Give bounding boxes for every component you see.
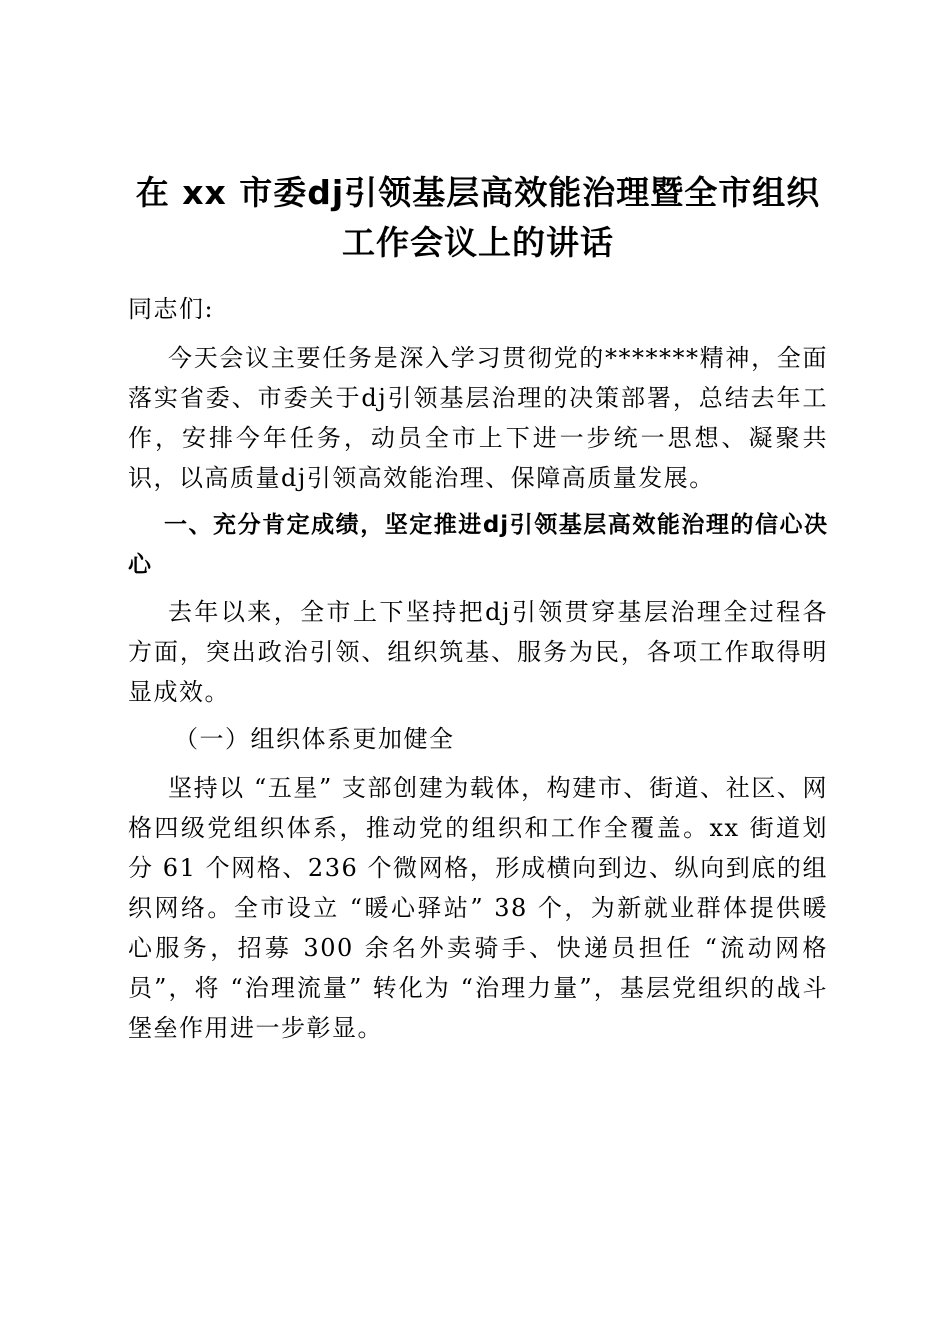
section-heading: 一、充分肯定成绩，坚定推进dj引领基层高效能治理的信心决心 — [128, 512, 828, 578]
salutation: 同志们: — [128, 295, 215, 323]
subsection-paragraph: 坚持以 “五星” 支部创建为载体，构建市、街道、社区、网格四级党组织体系，推动党的组织和工作全覆盖。xx 街道划分 61 个网格、236 个微网格，形成横向到边、纵向到底的组织网络。全市设立 “暖心驿站” 38 个，为新就业群体提供暖心服务，招募 300 余名外卖骑手、快递员担任 “流动网格员”，将 “治理流量” 转化为 “治理力量”，基层党组织的战斗堡垒作用进一步彰显。 — [128, 774, 828, 1042]
section-paragraph: 去年以来，全市上下坚持把dj引领贯穿基层治理全过程各方面，突出政治引领、组织筑基、服务为民，各项工作取得明显成效。 — [128, 598, 828, 706]
document-body — [128, 289, 828, 1055]
subsection-heading: （一）组织体系更加健全 — [174, 725, 455, 753]
document-title: 在 xx 市委dj引领基层高效能治理暨全市组织工作会议上的讲话 — [135, 173, 821, 262]
intro-paragraph: 今天会议主要任务是深入学习贯彻党的*******精神，全面落实省委、市委关于dj引领基层治理的决策部署，总结去年工作，安排今年任务，动员全市上下进一步统一思想、凝聚共识，以高质量dj引领高效能治理、保障高质量发展。 — [128, 344, 828, 492]
